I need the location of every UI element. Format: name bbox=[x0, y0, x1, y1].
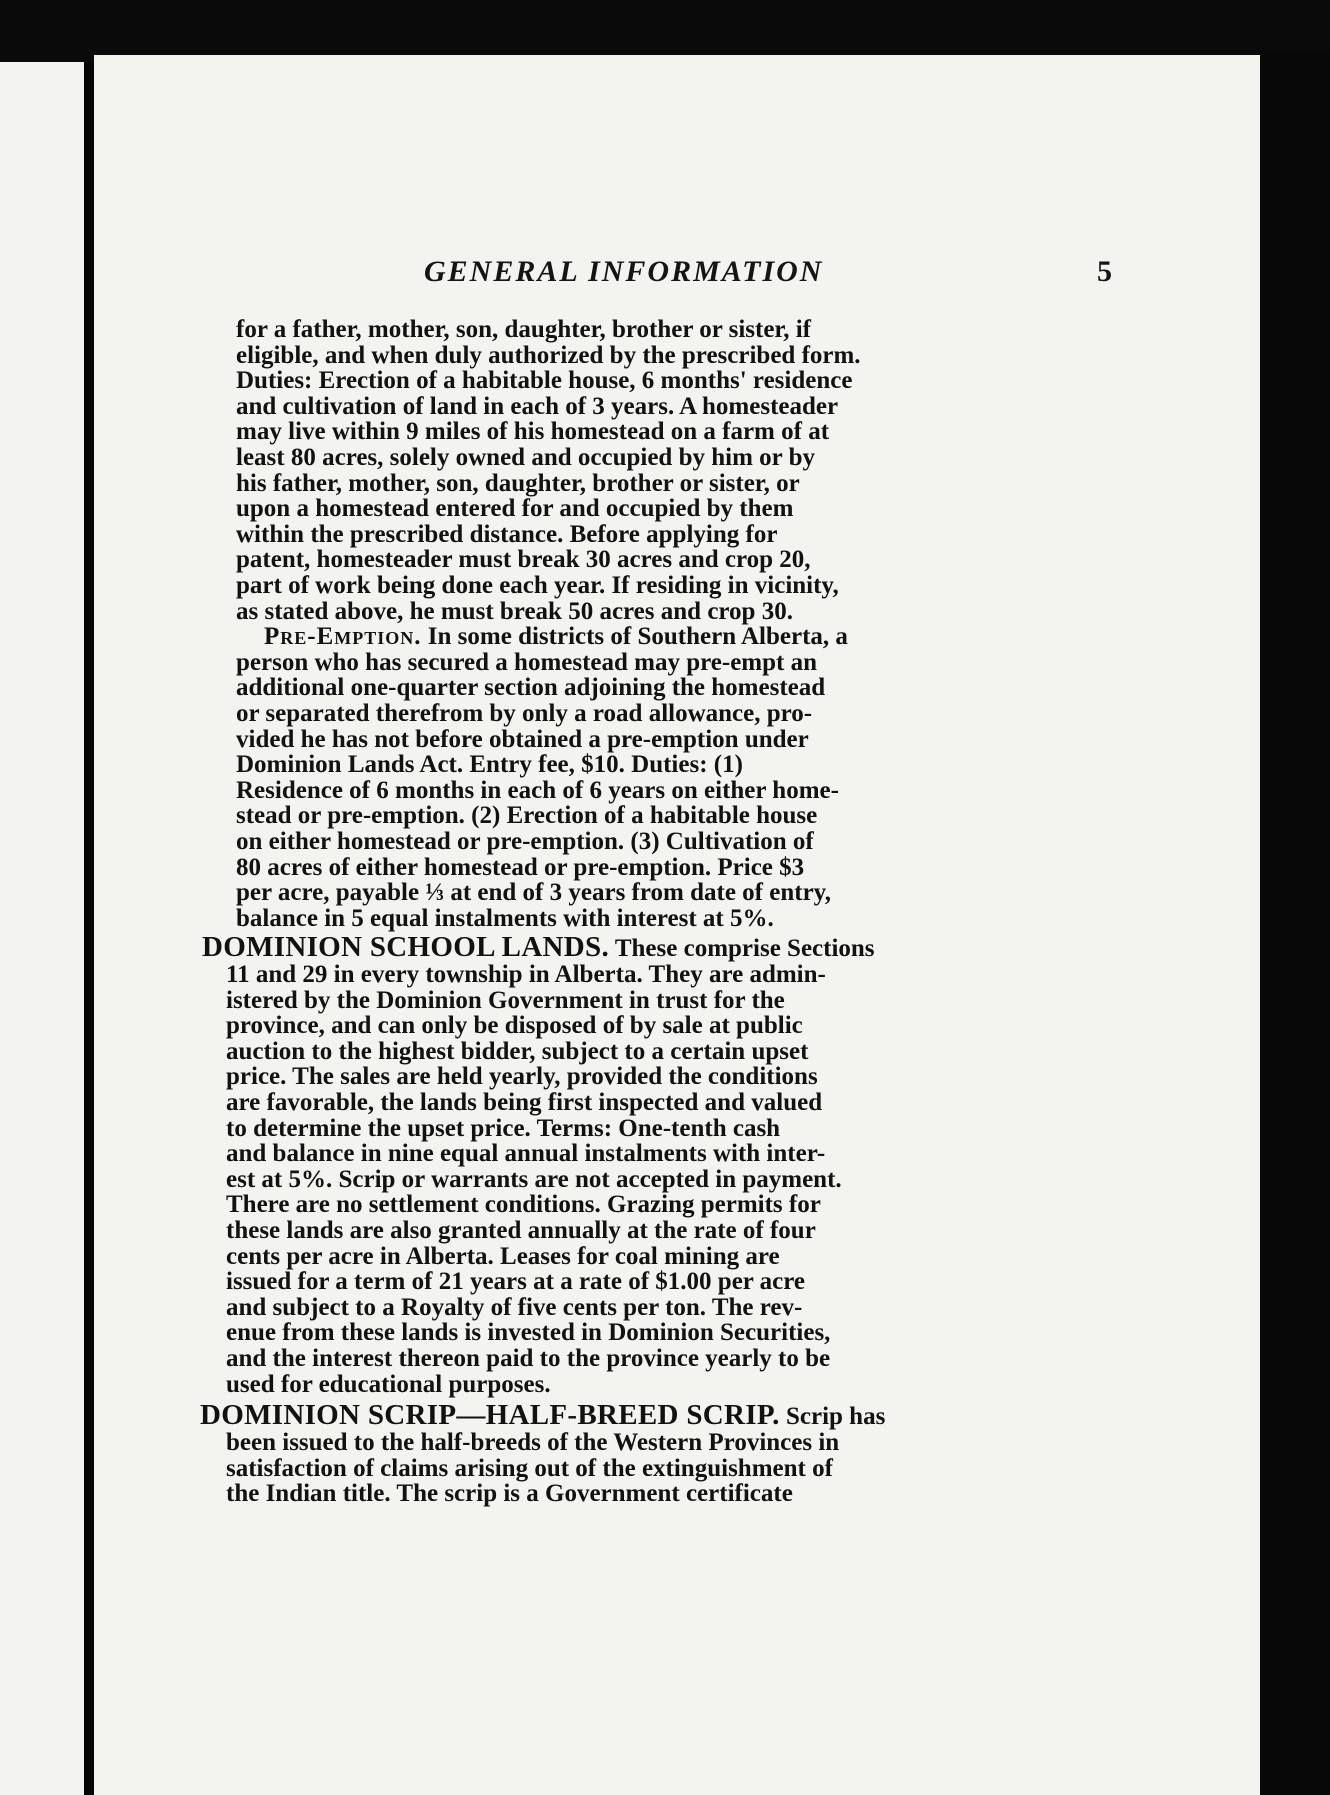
text-line: part of work being done each year. If residing in vicinity, bbox=[236, 572, 839, 599]
page-number: 5 bbox=[1097, 255, 1114, 288]
text-line: additional one-quarter section adjoining the homestead bbox=[236, 674, 826, 702]
text-line: these lands are also granted annually at the rate of four bbox=[226, 1217, 816, 1244]
text-line: eligible, and when duly authorized by the prescribed form. bbox=[236, 341, 861, 369]
text-line: his father, mother, son, daughter, brother or sister, or bbox=[236, 469, 800, 497]
text-line: or separated therefrom by only a road allowance, pro- bbox=[236, 700, 813, 727]
text-line: are favorable, the lands being first inspected and valued bbox=[226, 1089, 823, 1116]
text-line: and balance in nine equal annual instalments with inter- bbox=[226, 1140, 826, 1168]
text-line: auction to the highest bidder, subject to a certain upset bbox=[226, 1037, 809, 1065]
text-line: vided he has not before obtained a pre-emption under bbox=[236, 725, 809, 753]
pre-emption-paragraph-start bbox=[264, 624, 848, 650]
text-line: province, and can only be disposed of by sale at public bbox=[226, 1012, 803, 1040]
text-line: within the prescribed distance. Before applying for bbox=[236, 520, 778, 548]
text-line: balance in 5 equal instalments with interest at 5%. bbox=[236, 904, 774, 932]
text-line: istered by the Dominion Government in trust for the bbox=[226, 986, 785, 1014]
text-line: These comprise Sections bbox=[614, 935, 875, 962]
text-line: est at 5%. Scrip or warrants are not accepted in payment. bbox=[226, 1165, 842, 1193]
book-page bbox=[94, 55, 1260, 1795]
text-line: enue from these lands is invested in Dominion Securities, bbox=[226, 1319, 831, 1347]
text-line: as stated above, he must break 50 acres and crop 30. bbox=[236, 597, 793, 625]
running-head bbox=[94, 255, 1260, 295]
text-line: and subject to a Royalty of five cents per ton. The rev- bbox=[226, 1293, 803, 1321]
running-title: GENERAL INFORMATION bbox=[424, 255, 824, 288]
text-line: Dominion Lands Act. Entry fee, $10. Duties: (1) bbox=[236, 751, 743, 779]
scan-border bbox=[1260, 50, 1330, 1795]
text-line: per acre, payable ⅓ at end of 3 years from date of entry, bbox=[236, 879, 832, 907]
text-line: There are no settlement conditions. Grazing permits for bbox=[226, 1191, 821, 1219]
text-line: satisfaction of claims arising out of the extinguishment of bbox=[226, 1454, 833, 1482]
text-line: issued for a term of 21 years at a rate of $1.00 per acre bbox=[226, 1268, 806, 1296]
text-line: Duties: Erection of a habitable house, 6 months' residence bbox=[236, 367, 853, 395]
text-line: patent, homesteader must break 30 acres and crop 20, bbox=[236, 546, 811, 574]
text-line: In some districts of Southern Alberta, a bbox=[427, 623, 848, 651]
text-line: person who has secured a homestead may pre-empt an bbox=[236, 648, 818, 676]
text-line: and the interest thereon paid to the province yearly to be bbox=[226, 1345, 831, 1372]
scrip-entry-start bbox=[200, 1399, 886, 1431]
text-line: price. The sales are held yearly, provided the conditions bbox=[226, 1063, 818, 1091]
text-line: may live within 9 miles of his homestead on a farm of at bbox=[236, 418, 830, 446]
text-line: for a father, mother, son, daughter, brother or sister, if bbox=[236, 316, 811, 343]
text-line: least 80 acres, solely owned and occupied by him or by bbox=[236, 444, 815, 471]
text-line: the Indian title. The scrip is a Government certificate bbox=[226, 1480, 793, 1508]
scrip-heading: DOMINION SCRIP—HALF-BREED SCRIP. bbox=[200, 1399, 780, 1431]
text-line: to determine the upset price. Terms: One-tenth cash bbox=[226, 1114, 781, 1142]
text-line: and cultivation of land in each of 3 years. A homesteader bbox=[236, 392, 839, 420]
text-line: been issued to the half-breeds of the Western Provinces in bbox=[226, 1429, 840, 1456]
pre-emption-heading: Pre-Emption. bbox=[264, 623, 422, 651]
book-gutter bbox=[84, 62, 94, 1795]
previous-page-edge bbox=[0, 62, 84, 1795]
text-line: 80 acres of either homestead or pre-emption. Price $3 bbox=[236, 853, 805, 881]
text-line: on either homestead or pre-emption. (3) Cultivation of bbox=[236, 828, 814, 855]
text-line: upon a homestead entered for and occupied by them bbox=[236, 495, 794, 523]
text-line: Scrip has bbox=[785, 1403, 886, 1430]
text-line: Residence of 6 months in each of 6 years on either home- bbox=[236, 776, 839, 804]
school-lands-entry-start bbox=[202, 931, 875, 963]
text-line: used for educational purposes. bbox=[226, 1370, 551, 1398]
text-line: stead or pre-emption. (2) Erection of a habitable house bbox=[236, 802, 818, 830]
text-line: 11 and 29 in every township in Alberta. They are admin- bbox=[226, 961, 826, 988]
school-lands-heading: DOMINION SCHOOL LANDS. bbox=[202, 931, 610, 963]
text-line: cents per acre in Alberta. Leases for coal mining are bbox=[226, 1242, 780, 1270]
